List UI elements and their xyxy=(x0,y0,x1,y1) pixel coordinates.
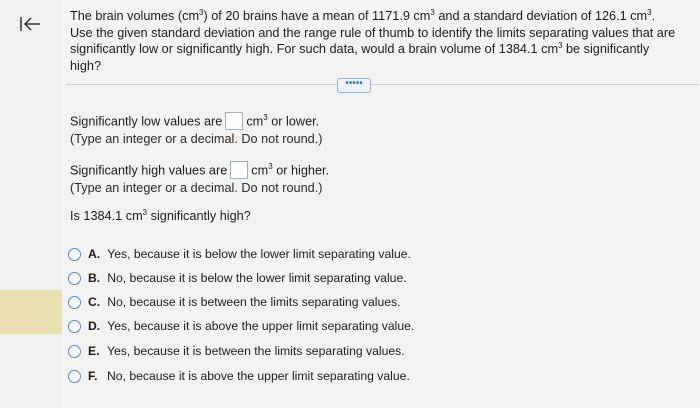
low-limit-hint: (Type an integer or a decimal. Do not round.) xyxy=(70,132,323,146)
radio-d[interactable] xyxy=(68,320,81,333)
option-c[interactable]: C. No, because it is between the limits separating values. xyxy=(68,292,401,312)
radio-b[interactable] xyxy=(68,272,81,285)
option-b[interactable]: B. No, because it is below the lower limit separating value. xyxy=(68,268,407,288)
left-strip xyxy=(0,0,62,408)
significance-question: Is 1384.1 $cm^3$ significantly high? xyxy=(70,207,251,223)
high-limit-block: Significantly high values are $cm^3$ or higher. (Type an integer or a decimal. Do not round.) xyxy=(70,162,330,195)
back-arrow-icon[interactable] xyxy=(16,10,44,38)
option-a[interactable]: A. Yes, because it is below the lower limit separating value. xyxy=(68,244,411,264)
expand-more-button[interactable]: ••••• xyxy=(337,78,371,93)
option-e[interactable]: E. Yes, because it is between the limits separating values. xyxy=(68,341,405,361)
radio-a[interactable] xyxy=(68,248,81,261)
high-limit-input[interactable] xyxy=(230,161,248,179)
low-limit-input[interactable] xyxy=(225,112,243,130)
option-d[interactable]: D. Yes, because it is above the upper limit separating value. xyxy=(68,316,414,336)
left-accent xyxy=(0,290,62,334)
high-limit-hint: (Type an integer or a decimal. Do not round.) xyxy=(70,181,323,195)
divider xyxy=(66,84,698,85)
option-f[interactable]: F. No, because it is above the upper limit separating value. xyxy=(68,366,410,386)
low-limit-block: Significantly low values are $cm^3$ or lower. (Type an integer or a decimal. Do not round.) xyxy=(70,113,323,146)
question-text: The brain volumes $(cm^3)$ of 20 brains have a mean of 1171.9 $cm^3$ and a standard deviation of 126.1 $cm^3$. Use the given standard deviation and the range rule of thumb to identify the limits separating values that are significantly low or significantly high. For such data, would a brain volume of 1384.1 $cm^3$ be significantly high? xyxy=(70,7,676,73)
radio-c[interactable] xyxy=(68,296,81,309)
radio-e[interactable] xyxy=(68,345,81,358)
radio-f[interactable] xyxy=(68,370,81,383)
